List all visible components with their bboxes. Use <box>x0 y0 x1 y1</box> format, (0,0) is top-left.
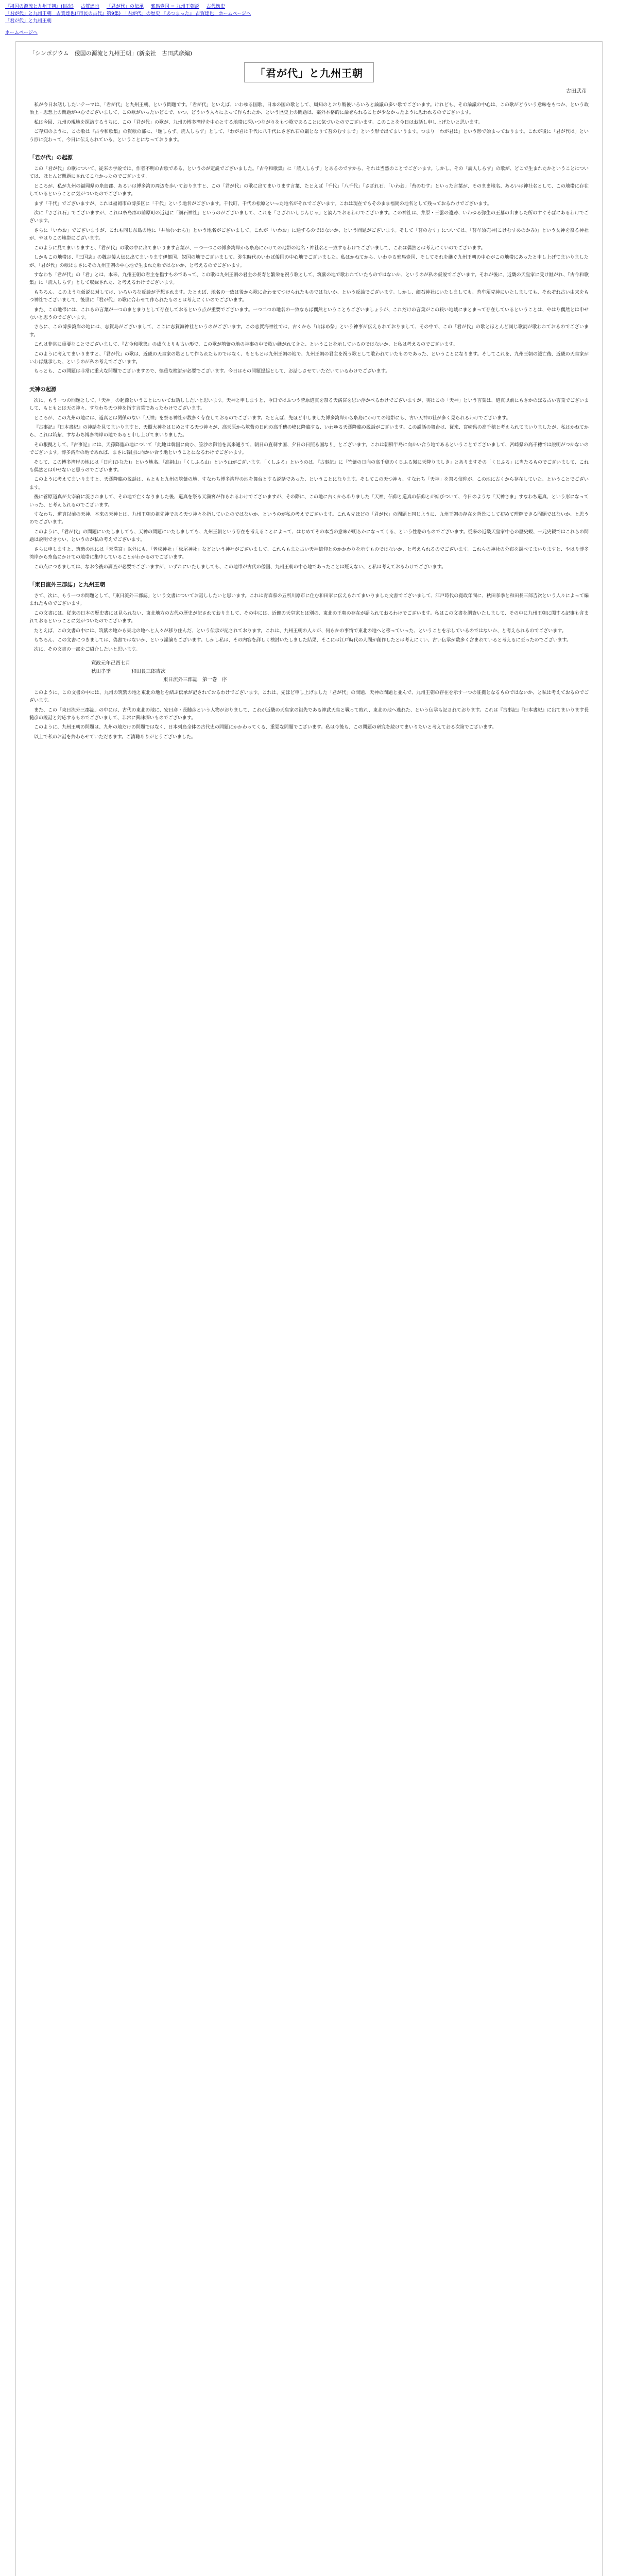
doc-line-4: 東日流外三郡誌 第一巻 序 <box>163 676 227 683</box>
article-body <box>29 101 589 654</box>
paragraph: もっとも、この問題は非常に重大な問題でございますので、慎重な検討が必要でございます。今日はその問題提起として、お話しさせていただいているわけでございます。 <box>34 369 390 375</box>
author: 古田武彦 <box>566 89 587 94</box>
paragraph: さらに申しますと、筑紫の地には「天満宮」以外にも、「老松神社」「松尾神社」などという神社がございまして、これらもまた古い天神信仰とのかかわりを示すものではないか、と考えられるのでございます。これらの神社の分布を調べてまいりますと、やはり博多湾岸から糸島にかけての地帯に集中していることがわかるのでございます。 <box>29 547 589 561</box>
paragraph: 次に、その文書の一部をご紹介したいと思います。 <box>34 647 141 653</box>
article-panel <box>15 41 603 2576</box>
breadcrumb-current[interactable]: 「君が代」と九州王朝 <box>5 19 52 24</box>
paragraph: この点につきましては、なお今後の調査が必要でございますが、いずれにいたしましても、この地帯が古代の倭国、九州王朝の中心地であったことは疑えない、と私は考えておるわけでございます。 <box>34 564 447 570</box>
paragraph: さらに「いわお」でございますが、これも同じ糸島の地に「井原(いわら)」という地名がございまして、これが「いわお」に通ずるのではないか、という問題がございます。そして「苔のむす」については、「苔牟須売神(こけむすめのかみ)」という女神を祭る神社が、やはりこの地帯にございます。 <box>29 228 589 242</box>
home-link-wrap <box>0 25 618 36</box>
breadcrumb-line-2[interactable]: 「君が代」と九州王朝 古賀達也(『市民の古代』第9集) 「君が代」の歴史 『あつまった』 古賀達也 ホームページへ <box>5 11 251 16</box>
paragraph: 後に菅原道真が大宰府に流されまして、その地で亡くなりました後、道真を祭る天満宮が作られるわけでございますが、その際に、この地に古くからありました「天神」信仰と道真の信仰とが結びついて、今日のような「天神さま」すなわち道真、という形になっていった、と考えられるのでございます。 <box>29 495 589 508</box>
breadcrumb <box>0 0 618 25</box>
doc-line-1: 寛政元年己酉七月 <box>91 660 131 666</box>
series-title: 「シンポジウム 倭国の源流と九州王朝」(新泉社 古田武彦編) <box>29 50 193 57</box>
paragraph: 次に「さざれ石」でございますが、これは糸島郡の前原町の近辺に「細石神社」というのがございまして、これを「さざれいしじんじゃ」と読んでおるわけでございます。この神社は、井原・三雲の遺跡、いわゆる弥生の王墓の出ました所のすぐそばにあるわけでございます。 <box>29 211 589 224</box>
paragraph: もちろん、この文書につきましては、偽書ではないか、という議論もございます。しかし私は、その内容を詳しく検討いたしました結果、そこには江戸時代の人間が創作したとは考えにくい、古い伝承が数多く含まれていると考えるに至ったのでございます。 <box>34 637 571 643</box>
paragraph: すなわち、道真以前の天神、本来の天神とは、九州王朝の祖先神である天つ神々を指していたのではないか、というのが私の考えでございます。これも先ほどの「君が代」の問題と同じように、九州王朝の存在を背景にして初めて理解できる問題ではないか、と思うのでございます。 <box>29 512 589 526</box>
paragraph: ところが、私が九州の福岡県の糸島郡、あるいは博多湾の周辺を歩いておりますと、この「君が代」の歌に出てまいります言葉、たとえば「千代」「八千代」「さざれ石」「いわお」「苔のむす」といった言葉が、そのまま地名、あるいは神社名として、この地帯に存在しているということに気がついたのでございます。 <box>29 183 589 197</box>
paragraph: 私は今回、九州の現地を探訪するうちに、この「君が代」の歌が、九州の博多湾岸を中心とする地帯に深いつながりをもつ歌であることに気づいたのでございます。このことを今日はお話し申し上げたいと思います。 <box>34 120 483 125</box>
breadcrumb-link-4[interactable]: 邪馬壹国 = 九州王朝説 <box>150 4 199 9</box>
paragraph: すなわち「君が代」の「君」とは、本来、九州王朝の君主を指すものであって、この歌は九州王朝の君主の長寿と繁栄を祝う歌として、筑紫の地で歌われていたものではないか、というのが私の仮説でございます。それが後に、近畿の天皇家に受け継がれ、『古今和歌集』に「読人しらず」として収録された、と考えるわけでございます。 <box>29 272 589 286</box>
paragraph: たとえば、この文書の中には、筑紫の地から東北の地へと人々が移り住んだ、という伝承が記されております。これは、九州王朝の人々が、何らかの事情で東北の地へと移っていった、ということを示しているのではないか、と考えられるのでございます。 <box>34 628 566 634</box>
paragraph: このように見てまいりますと、「君が代」の歌の中に出てまいります言葉が、一つ一つこの博多湾岸から糸島にかけての地帯の地名・神社名と一致するわけでございまして、これは偶然とは考えにくいのでございます。 <box>34 245 486 251</box>
doc-author-2: 和田長三郎吉次 <box>131 668 166 674</box>
paragraph: そして、この博多湾岸の地には「日向(ひなた)」という地名、「高祖山」「くしふる山」という山がございます。「くしふる」というのは、『古事記』に「竺紫の日向の高千穂のくじふる嶺に天降りましき」とありますその「くじふる」に当たるものでございまして、これも偶然とは申せないと思うのでございます。 <box>29 460 589 473</box>
article-title: 「君が代」と九州王朝 <box>244 62 374 82</box>
paragraph: これは非常に重要なことでございまして、『古今和歌集』の成立よりも古い形で、この歌が筑紫の地の神事の中で歌い継がれてきた、ということを示しているのではないか、と私は考えるのでございます。 <box>34 342 458 348</box>
paragraph: このように、「君が代」の問題にいたしましても、天神の問題にいたしましても、九州王朝という存在を考えることによって、はじめてその本当の意味が明らかになってくる、という性格のものでございます。従来の近畿天皇家中心の歴史観、一元史観ではこれらの問題は説明できない、というのが私の考えでございます。 <box>29 529 589 543</box>
section-heading: 天神の起源 <box>29 386 57 393</box>
breadcrumb-link-3[interactable]: 「君が代」の伝承 <box>106 4 144 9</box>
paragraph: ご存知のように、この歌は『古今和歌集』の賀歌の部に、「題しらず、読人しらず」として、「わが君は千代に八千代にさざれ石の巌となりて苔のむすまで」という形で出てまいります。つまり「わが君は」という形で始まっております。これが後に「君が代は」という形に変わって、今日に伝えられている、ということになっております。 <box>29 129 589 143</box>
breadcrumb-link-1[interactable]: 『祖国の源流と九州王朝』(目次) <box>5 4 74 9</box>
paragraph: 以上で私のお話を終わらせていただきます。ご清聴ありがとうございました。 <box>34 734 196 740</box>
section-heading: 「君が代」の起源 <box>29 155 73 161</box>
paragraph: また、この「東日流外三郡誌」の中には、古代の東北の地に、安日彦・長髄彦という人物がおりまして、これが近畿の天皇家の祖先である神武天皇と戦って敗れ、東北の地へ逃れた、という伝承も記されております。これは『古事記』『日本書紀』に出てまいります長髄彦の説話と対応するものでございまして、非常に興味深いものでございます。 <box>29 707 589 721</box>
paragraph: 次に、もう一つの問題として、「天神」の起源ということについてお話ししたいと思います。天神と申しますと、今日ではふつう菅原道真を祭る天満宮を思い浮かべるわけでございますが、実はこの「天神」という言葉は、道真以前にもさかのぼる古い言葉でございまして、もともとは天の神々、すなわち天つ神を指す言葉であったわけでございます。 <box>29 398 589 412</box>
paragraph: このように考えてまいりますと、「君が代」の歌は、近畿の天皇家の歌として作られたものではなく、もともとは九州王朝の地で、九州王朝の君主を祝う歌として歌われていたものであった、ということになります。そしてこれを、九州王朝の滅亡後、近畿の天皇家がいわば継承した、というのが私の考えでございます。 <box>29 351 589 365</box>
paragraph: この「君が代」の歌について、従来の学説では、作者不明の古歌である、というのが定説でございました。『古今和歌集』に「読人しらず」とあるのですから、それは当然のことでございます。しかし、その「読人しらず」の歌が、どこで生まれたかということについては、ほとんど問題にされてこなかったのでございます。 <box>29 166 589 180</box>
home-link[interactable]: ホームページへ <box>5 30 38 36</box>
breadcrumb-link-2[interactable]: 古賀達也 <box>80 4 99 9</box>
paragraph: 『古事記』『日本書紀』の神話を見てまいりますと、天照大神をはじめとする天つ神々が、高天原から筑紫の日向の高千穂の峰に降臨する、いわゆる天孫降臨の説話がございます。この説話の舞台は、従来、宮崎県の高千穂と考えられてまいりましたが、私はかねてから、これは筑紫、すなわち博多湾岸の地であると申し上げてまいりました。 <box>29 425 589 438</box>
paragraph: さて、次に、もう一つの問題として、「東日流外三郡誌」という文書についてお話ししたいと思います。これは青森県の五所川原市に住む和田家に伝えられてまいりました文書でございまして、江戸時代の寛政年間に、秋田孝季と和田長三郎吉次という人々によって編まれたものでございます。 <box>29 593 589 607</box>
document-excerpt <box>91 659 589 684</box>
paragraph: 私が今日お話ししたいテーマは、「君が代」と九州王朝、という問題です。「君が代」といえば、いわゆる国歌、日本の国の歌として、周知のとおり戦後いろいろと論議の多い歌でございます。けれども、その論議の中心は、この歌がどういう意味をもつか、という政治上・思想上の問題が中心でございまして、この歌がいったいどこで、いつ、どういう人々によって作られたか、という歴史上の問題は、案外本格的に論ぜられることが少なかったように思われるのでございます。 <box>29 103 589 116</box>
doc-author-1: 秋田孝季 <box>91 668 111 674</box>
paragraph: まず「千代」でございますが、これは福岡市の博多区に「千代」という地名がございます。千代町、千代の松原といった地名がそれでございます。これは現在でもそのまま福岡の地名として残っておるわけでございます。 <box>34 201 492 207</box>
closing-section <box>29 689 589 741</box>
paragraph: ところが、この九州の地には、道真とは関係のない「天神」を祭る神社が数多く存在しておるのでございます。たとえば、先ほど申しました博多湾岸から糸島にかけての地帯にも、古い天神の社が多く見られるわけでございます。 <box>34 415 511 421</box>
paragraph: その根拠として、『古事記』には、天孫降臨の地について「此地は韓国に向ひ、笠沙の御前を真来通りて、朝日の直刺す国、夕日の日照る国なり」とございます。これは朝鮮半島に向かい合う地であるということでございまして、宮崎県の高千穂では説明がつかないのでございます。博多湾岸の地であれば、まさに韓国に向かい合う地ということになるわけでございます。 <box>29 442 589 456</box>
paragraph: この文書には、従来の日本の歴史書には見られない、東北地方の古代の歴史が記されておりまして、その中には、近畿の天皇家とは別の、東北の王朝の存在が語られておるわけでございます。私はこの文書を調査いたしまして、その中に九州王朝に関する記事も含まれておるということに気がついたのでございます。 <box>29 611 589 624</box>
paragraph: もちろん、このような仮説に対しては、いろいろな反論が予想されます。たとえば、地名の一致は後から歌に合わせてつけられたものではないか、という反論でございます。しかし、細石神社にいたしましても、苔牟須売神にいたしましても、それぞれ古い由来をもつ神社でございまして、後世に「君が代」の歌に合わせて作られたものとは考えにくいのでございます。 <box>29 290 589 303</box>
paragraph: しかもこの地帯は、『三国志』の魏志倭人伝に出てまいります伊都国、奴国の地でございまして、弥生時代のいわば倭国の中心地でございました。私はかねてから、いわゆる邪馬壹国、そしてそれを継ぐ九州王朝の中心がこの地帯にあったと申し上げてまいりましたが、「君が代」の歌はまさにその九州王朝の中心地で生まれた歌ではないか、と考えるのでございます。 <box>29 255 589 268</box>
breadcrumb-link-5[interactable]: 古代逸史 <box>206 4 225 9</box>
section-heading: 「東日流外三郡誌」と九州王朝 <box>29 581 105 588</box>
paragraph: このように考えてまいりますと、天孫降臨の説話は、もともと九州の筑紫の地、すなわち博多湾岸の地を舞台とする説話であった、ということになります。そしてこの天つ神々、すなわち「天神」を祭る信仰が、この地に古くから存在していた、ということでございます。 <box>29 477 589 490</box>
paragraph: このように、この文書の中には、九州の筑紫の地と東北の地とを結ぶ伝承が記されておるわけでございます。これは、先ほど申し上げました「君が代」の問題、天神の問題と並んで、九州王朝の存在を示す一つの証拠となるものではないか、と私は考えておるのでございます。 <box>29 690 589 704</box>
paragraph: また、この地帯には、これらの言葉が一つのまとまりとして存在しておるという点が重要でございます。一つ二つの地名の一致ならば偶然ということもございましょうが、これだけの言葉がこの狭い地域にまとまって存在しているということは、やはり偶然とは申せないと思うのでございます。 <box>29 307 589 320</box>
paragraph: このように、九州王朝の問題は、九州の地だけの問題ではなく、日本列島全体の古代史の問題にかかわってくる、重要な問題でございます。私は今後も、この問題の研究を続けてまいりたいと考えておる次第でございます。 <box>34 725 497 731</box>
paragraph: さらに、この博多湾岸の地には、志賀島がございまして、ここに志賀海神社というのがございます。この志賀海神社では、古くから「山ほめ祭」という神事が伝えられておりまして、その中で、この「君が代」の歌とほとんど同じ歌詞が歌われておるのでございます。 <box>29 325 589 338</box>
